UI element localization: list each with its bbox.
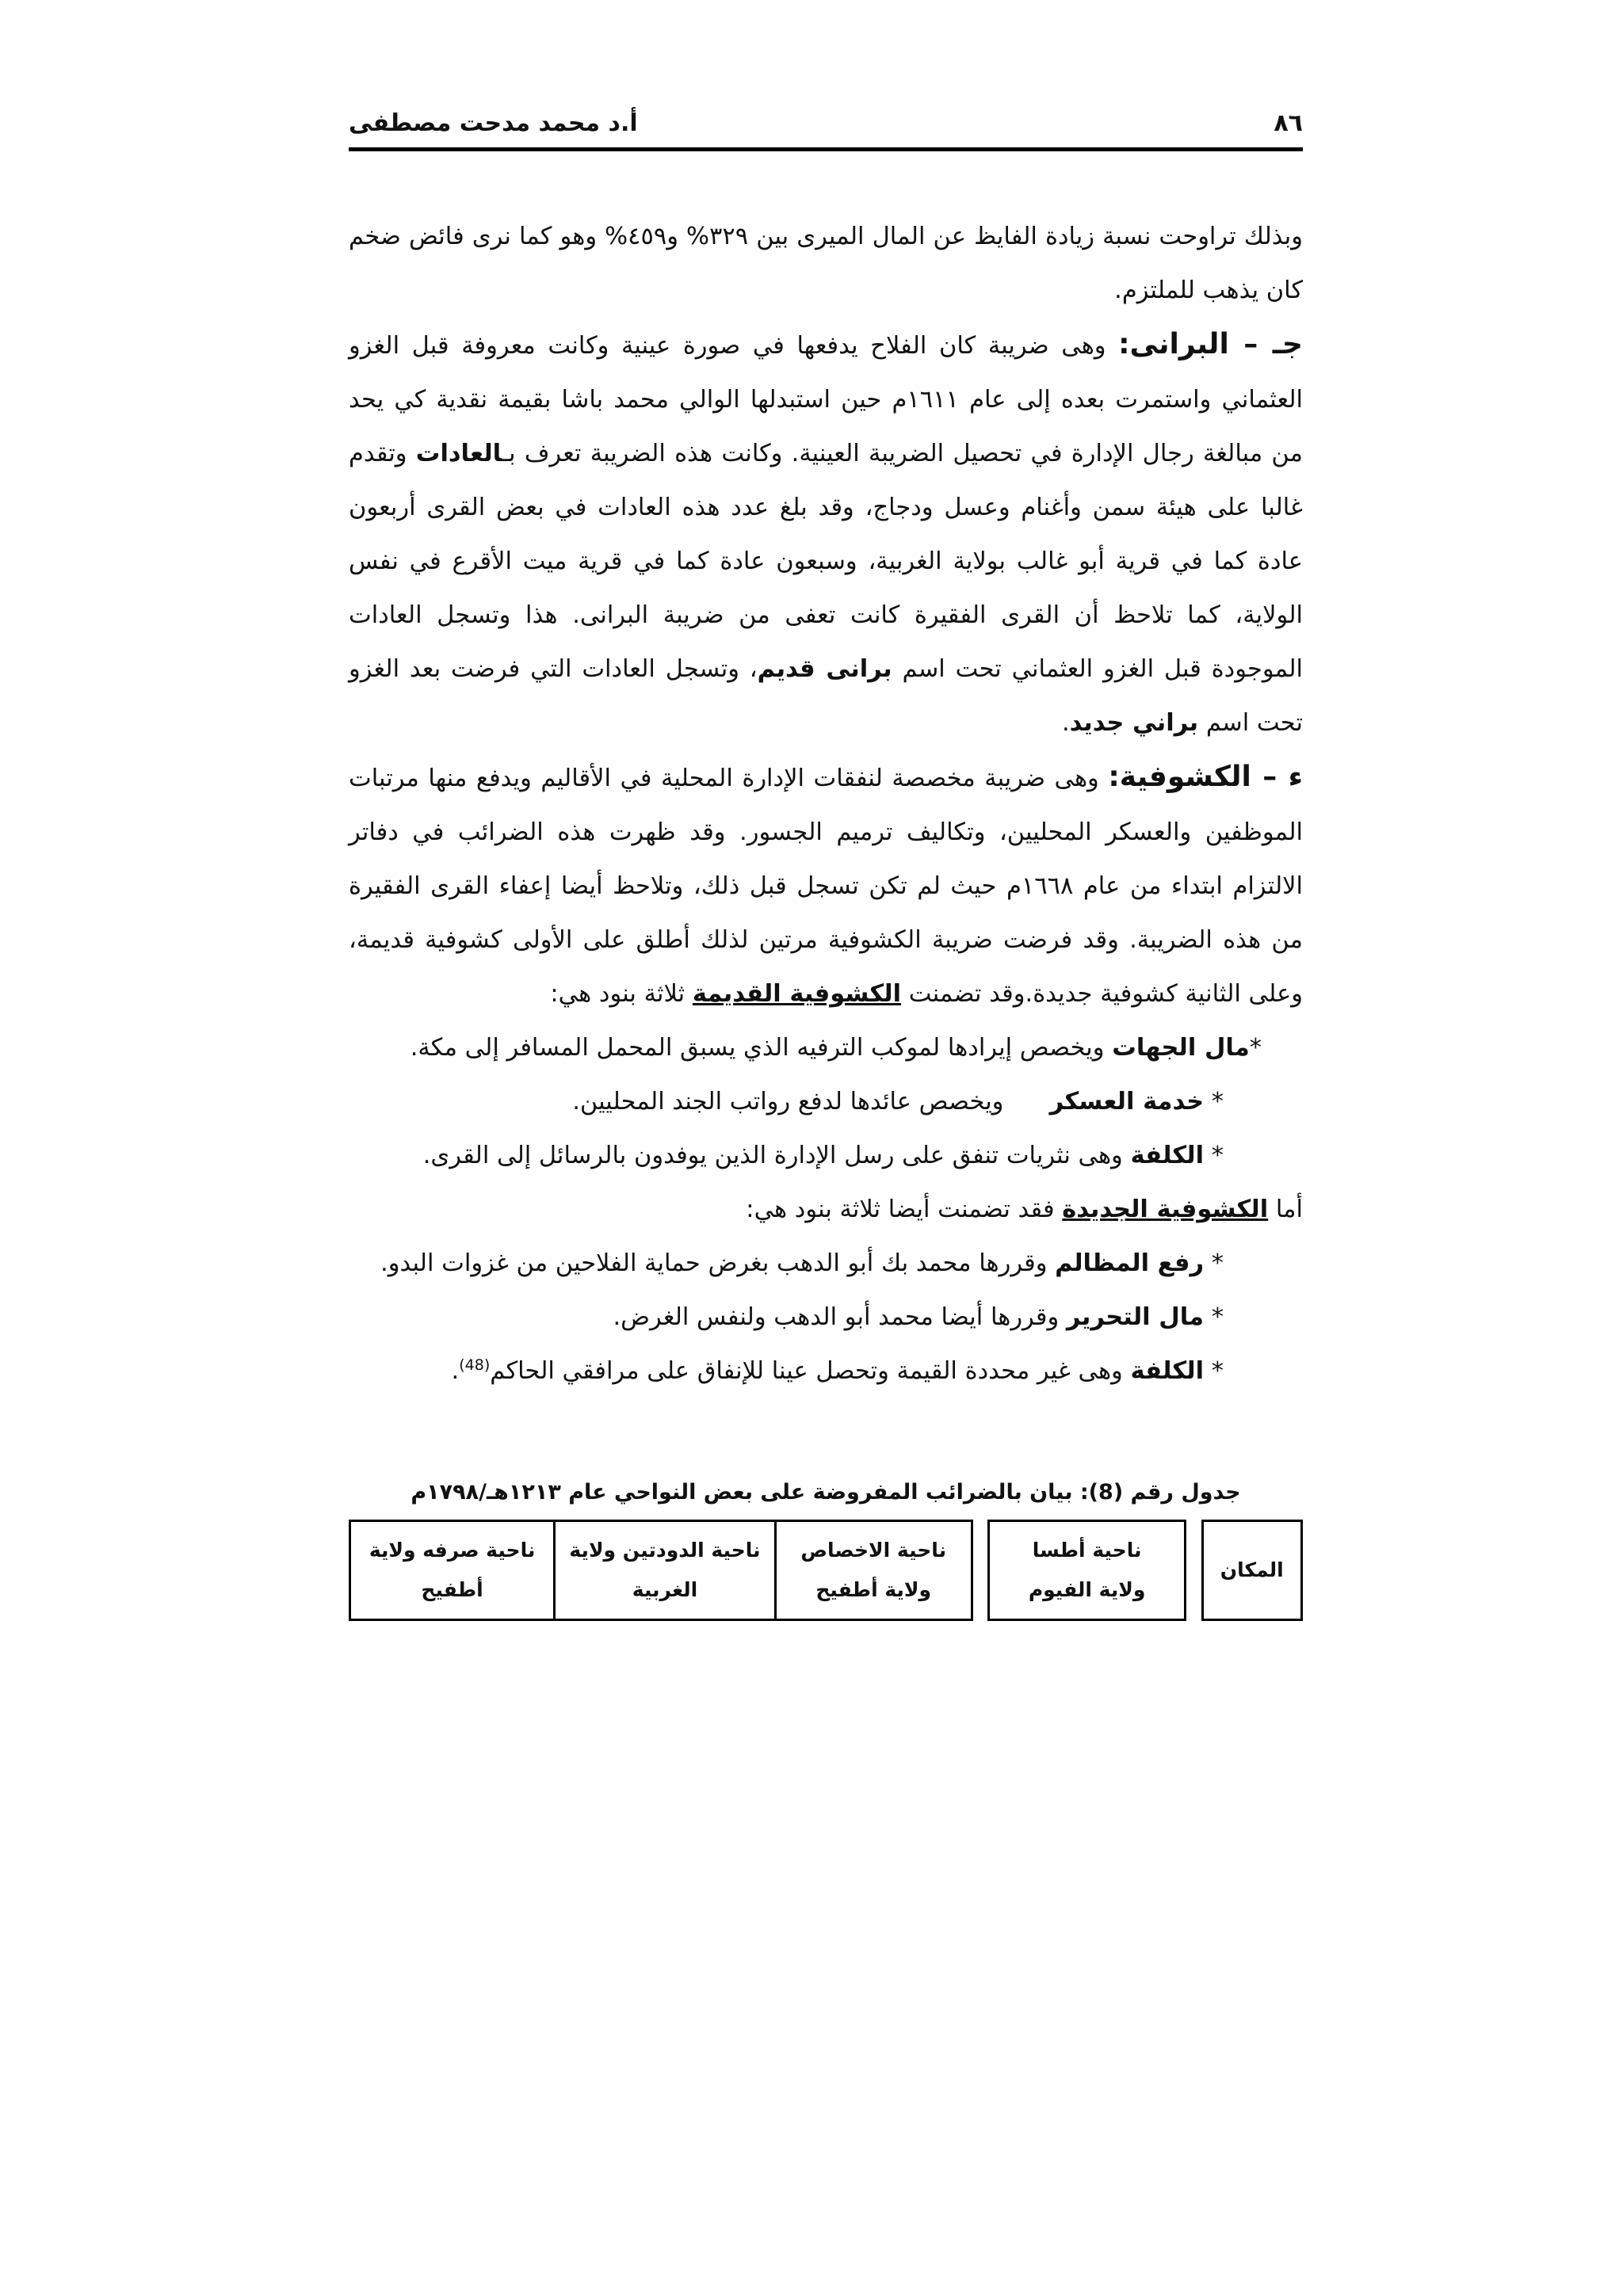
section-label-kushufiya: ء – الكشوفية:: [1108, 761, 1304, 793]
paragraph-text: وتقدم غالبا على هيئة سمن وأغنام وعسل ودجاج، وقد بلغ عدد هذه العادات في بعض القرى أربعون عادة كما في قرية أبو غالب بولاية الغربية، وسبعون عادة كما في قرية ميت الأقرع في نفس الولاية، كما تلاحظ أن القرى الفقيرة كانت تعفى من ضريبة البرانى. هذا وتسجل العادات الموجودة قبل الغزو العثماني تحت اسم: [349, 440, 1303, 683]
item-text: وقررها أيضا محمد أبو الدهب ولنفس الغرض.: [613, 1303, 1067, 1331]
cell-text: ناحية الاخصاص: [800, 1539, 947, 1562]
cell-text: أطفيح: [421, 1578, 483, 1601]
list-item: [349, 1344, 1303, 1398]
paragraph-text: وهى ضريبة مخصصة لنفقات الإدارة المحلية في الأقاليم ويدفع منها مرتبات الموظفين والعسكر المحليين، وتكاليف ترميم الجسور. وقد ظهرت هذه الضرائب في دفاتر الالتزام ابتداء من عام ١٦٦٨م حيث لم تكن تسجل قبل ذلك، وتلاحظ أيضا إعفاء القرى الفقيرة من هذه الضريبة. وقد فرضت ضريبة الكشوفية مرتين لذلك أطلق على الأولى كشوفية قديمة، وعلى الثانية كشوفية جديدة.وقد تضمنت: [349, 765, 1303, 1008]
body-text: [349, 210, 1303, 1398]
item-text: وهى نثريات تنفق على رسل الإدارة الذين يوفدون بالرسائل إلى القرى.: [422, 1142, 1131, 1169]
paragraph-surplus: [349, 210, 1303, 318]
list-item: [349, 1237, 1303, 1291]
bullet-mark: *: [1204, 1142, 1224, 1169]
page-number: ٨٦: [1274, 109, 1303, 137]
bullet-mark: *: [1204, 1357, 1224, 1385]
cell-text: ناحية صرفه ولاية: [369, 1539, 536, 1562]
term-adat: العادات: [415, 440, 502, 467]
table-cell: [350, 1521, 555, 1620]
table-caption: جدول رقم (8): بيان بالضرائب المفروضة على بعض النواحي عام ١٢١٣هـ/١٧٩٨م: [411, 1480, 1241, 1505]
item-term: الكلفة: [1130, 1357, 1205, 1385]
item-term: خدمة العسكر: [1049, 1088, 1205, 1116]
item-text: ويخصص عائدها لدفع رواتب الجند المحليين.: [572, 1088, 1050, 1116]
term-kushufiya-jadida: الكشوفية الجديدة: [1062, 1196, 1269, 1223]
list-item: [349, 1291, 1303, 1344]
tax-table: [349, 1520, 1303, 1621]
item-term: رفع المظالم: [1055, 1249, 1205, 1277]
item-text: .: [451, 1357, 460, 1385]
cell-text: ناحية الدودتين ولاية: [569, 1539, 761, 1562]
item-text: وقررها محمد بك أبو الدهب بغرض حماية الفلاحين من غزوات البدو.: [380, 1249, 1056, 1277]
paragraph-text: وهى ضريبة كان الفلاح يدفعها في صورة عينية وكانت معروفة قبل الغزو العثماني واستمرت بعده إلى عام ١٦١١م حين استبدلها الوالي محمد باشا بقيمة نقدية كي يحد من مبالغة رجال الإدارة في تحصيل الضريبة العينية. وكانت هذه الضريبة تعرف بـ: [349, 332, 1303, 467]
list-item: [349, 1075, 1303, 1129]
bullet-mark: *: [1249, 1034, 1262, 1062]
paragraph-kushufiya: [349, 750, 1303, 1021]
item-term: مال التحرير: [1066, 1303, 1205, 1331]
table-gap: [1186, 1521, 1202, 1620]
bullet-mark: *: [1204, 1249, 1224, 1277]
paragraph-text: ثلاثة بنود هي:: [550, 980, 693, 1008]
header-rule: [349, 147, 1303, 151]
author-name: أ.د محمد مدحت مصطفى: [349, 109, 638, 137]
item-text: وهى غير محددة القيمة وتحصل عينا للإنفاق على مرافقي الحاكم: [490, 1357, 1131, 1385]
list-item: [349, 1021, 1303, 1075]
item-term: الكلفة: [1130, 1142, 1205, 1169]
paragraph-text: أما: [1268, 1196, 1303, 1223]
list-intro: [349, 1183, 1303, 1237]
footnote-ref[interactable]: (48): [459, 1356, 491, 1374]
bullet-mark: *: [1204, 1303, 1224, 1331]
cell-text: ناحية أطسا: [1032, 1539, 1142, 1562]
item-text: ويخصص إيرادها لموكب الترفيه الذي يسبق المحمل المسافر إلى مكة.: [410, 1034, 1113, 1062]
item-term: مال الجهات: [1112, 1034, 1250, 1062]
cell-text: ولاية الفيوم: [1028, 1578, 1146, 1601]
cell-text: الغربية: [632, 1578, 698, 1601]
paragraph-text: ، وتسجل العادات التي فرضت بعد الغزو تحت اسم: [349, 655, 1303, 737]
table-cell: [555, 1521, 776, 1620]
table-cell: [989, 1521, 1186, 1620]
table-cell: [775, 1521, 972, 1620]
list-item: [349, 1129, 1303, 1183]
table-gap: [972, 1521, 988, 1620]
paragraph-barani: [349, 318, 1303, 750]
section-label-barani: جـ – البرانى:: [1118, 328, 1303, 360]
paragraph-text: .: [1061, 709, 1070, 737]
page-header: [349, 103, 1303, 143]
table-header-cell: [1202, 1521, 1302, 1620]
cell-text: المكان: [1220, 1558, 1284, 1581]
bullet-mark: *: [1204, 1088, 1224, 1116]
term-kushufiya-qadima: الكشوفية القديمة: [692, 980, 902, 1008]
term-barani-qadim: برانى قديم: [757, 655, 892, 683]
cell-text: ولاية أطفيح: [815, 1578, 932, 1601]
paragraph-text: وبذلك تراوحت نسبة زيادة الفايظ عن المال الميرى بين ٣٢٩% و٤٥٩% وهو كما نرى فائض ضخم كان يذهب للملتزم.: [349, 223, 1304, 304]
paragraph-text: فقد تضمنت أيضا ثلاثة بنود هي:: [746, 1196, 1063, 1223]
term-barani-jadid: براني جديد: [1069, 709, 1199, 737]
